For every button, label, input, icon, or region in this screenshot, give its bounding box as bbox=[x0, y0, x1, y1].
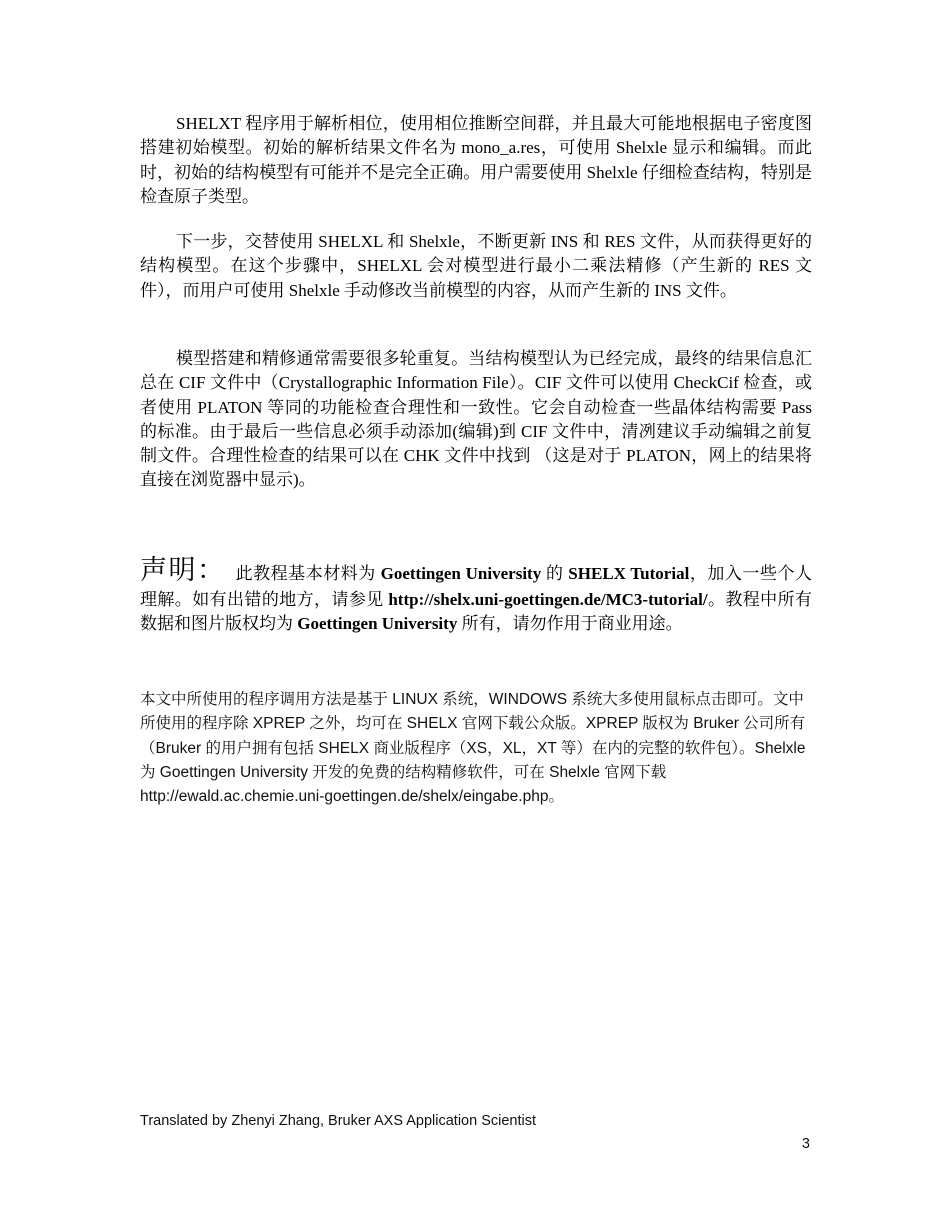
statement-t5: 所有，请勿作用于商业用途。 bbox=[457, 614, 683, 634]
footer-credit: Translated by Zhenyi Zhang, Bruker AXS Application Scientist bbox=[140, 1113, 537, 1129]
statement-b1: Goettingen University bbox=[380, 564, 542, 583]
statement-t1: 此教程基本材料为 bbox=[235, 564, 381, 583]
statement-t3: ，加入一些个人理解。如有出错的地方，请参见 bbox=[140, 564, 813, 609]
statement-b4: Goettingen University bbox=[297, 614, 458, 634]
paragraph-note: 本文中所使用的程序调用方法是基于 LINUX 系统，WINDOWS 系统大多使用鼠标点击即可。文中所使用的程序除 XPREP 之外，均可在 SHELX 官网下载公众版。XPREP 版权为 Bruker 公司所有（Bruker 的用户拥有包括 SHELX 商业版程序（XS，XL，XT 等）在内的完整的软件包）。Shelxle 为 Goettingen University 开发的免费的结构精修软件，可在 Shelxle 官网下载 http://ewald.ac.chemie.uni-goettingen.de/shelx/eingabe.php。 bbox=[140, 691, 806, 806]
statement-heading: 声明： bbox=[140, 555, 226, 585]
paragraph-refinement: 下一步，交替使用 SHELXL 和 Shelxle，不断更新 INS 和 RES 文件，从而获得更好的结构模型。在这个步骤中，SHELXL 会对模型进行最小二乘法精修（产生新的 RES 文件），而用户可使用 Shelxle 手动修改当前模型的内容，从而产生新的 INS 文件。 bbox=[140, 232, 812, 300]
page-number: 3 bbox=[801, 1136, 810, 1152]
statement-block bbox=[140, 552, 812, 637]
statement-t2: 的 bbox=[541, 564, 569, 583]
tutorial-link[interactable]: http://shelx.uni-goettingen.de/MC3-tutorial/ bbox=[388, 590, 708, 609]
statement-t4: 。教程中所有数据和图片版权均为 bbox=[140, 590, 812, 634]
statement-text bbox=[140, 564, 812, 633]
statement-b2: SHELX Tutorial bbox=[568, 564, 690, 583]
paragraph-shelxt: SHELXT 程序用于解析相位，使用相位推断空间群，并且最大可能地根据电子密度图搭建初始模型。初始的解析结果文件名为 mono_a.res，可使用 Shelxle 显示和编辑。而此时，初始的结构模型有可能并不是完全正确。用户需要使用 Shelxle 仔细检查结构，特别是检查原子类型。 bbox=[140, 114, 812, 206]
paragraph-cif: 模型搭建和精修通常需要很多轮重复。当结构模型认为已经完成，最终的结果信息汇总在 CIF 文件中（Crystallographic Information File）。CIF 文件可以使用 CheckCif 检查，或者使用 PLATON 等同的功能检查合理性和一致性。它会自动检查一些晶体结构需要 Pass 的标准。由于最后一些信息必须手动添加(编辑)到 CIF 文件中，清冽建议手动编辑之前复制文件。合理性检查的结果可以在 CHK 文件中找到 （这是对于 PLATON，网上的结果将直接在浏览器中显示)。 bbox=[140, 349, 812, 490]
